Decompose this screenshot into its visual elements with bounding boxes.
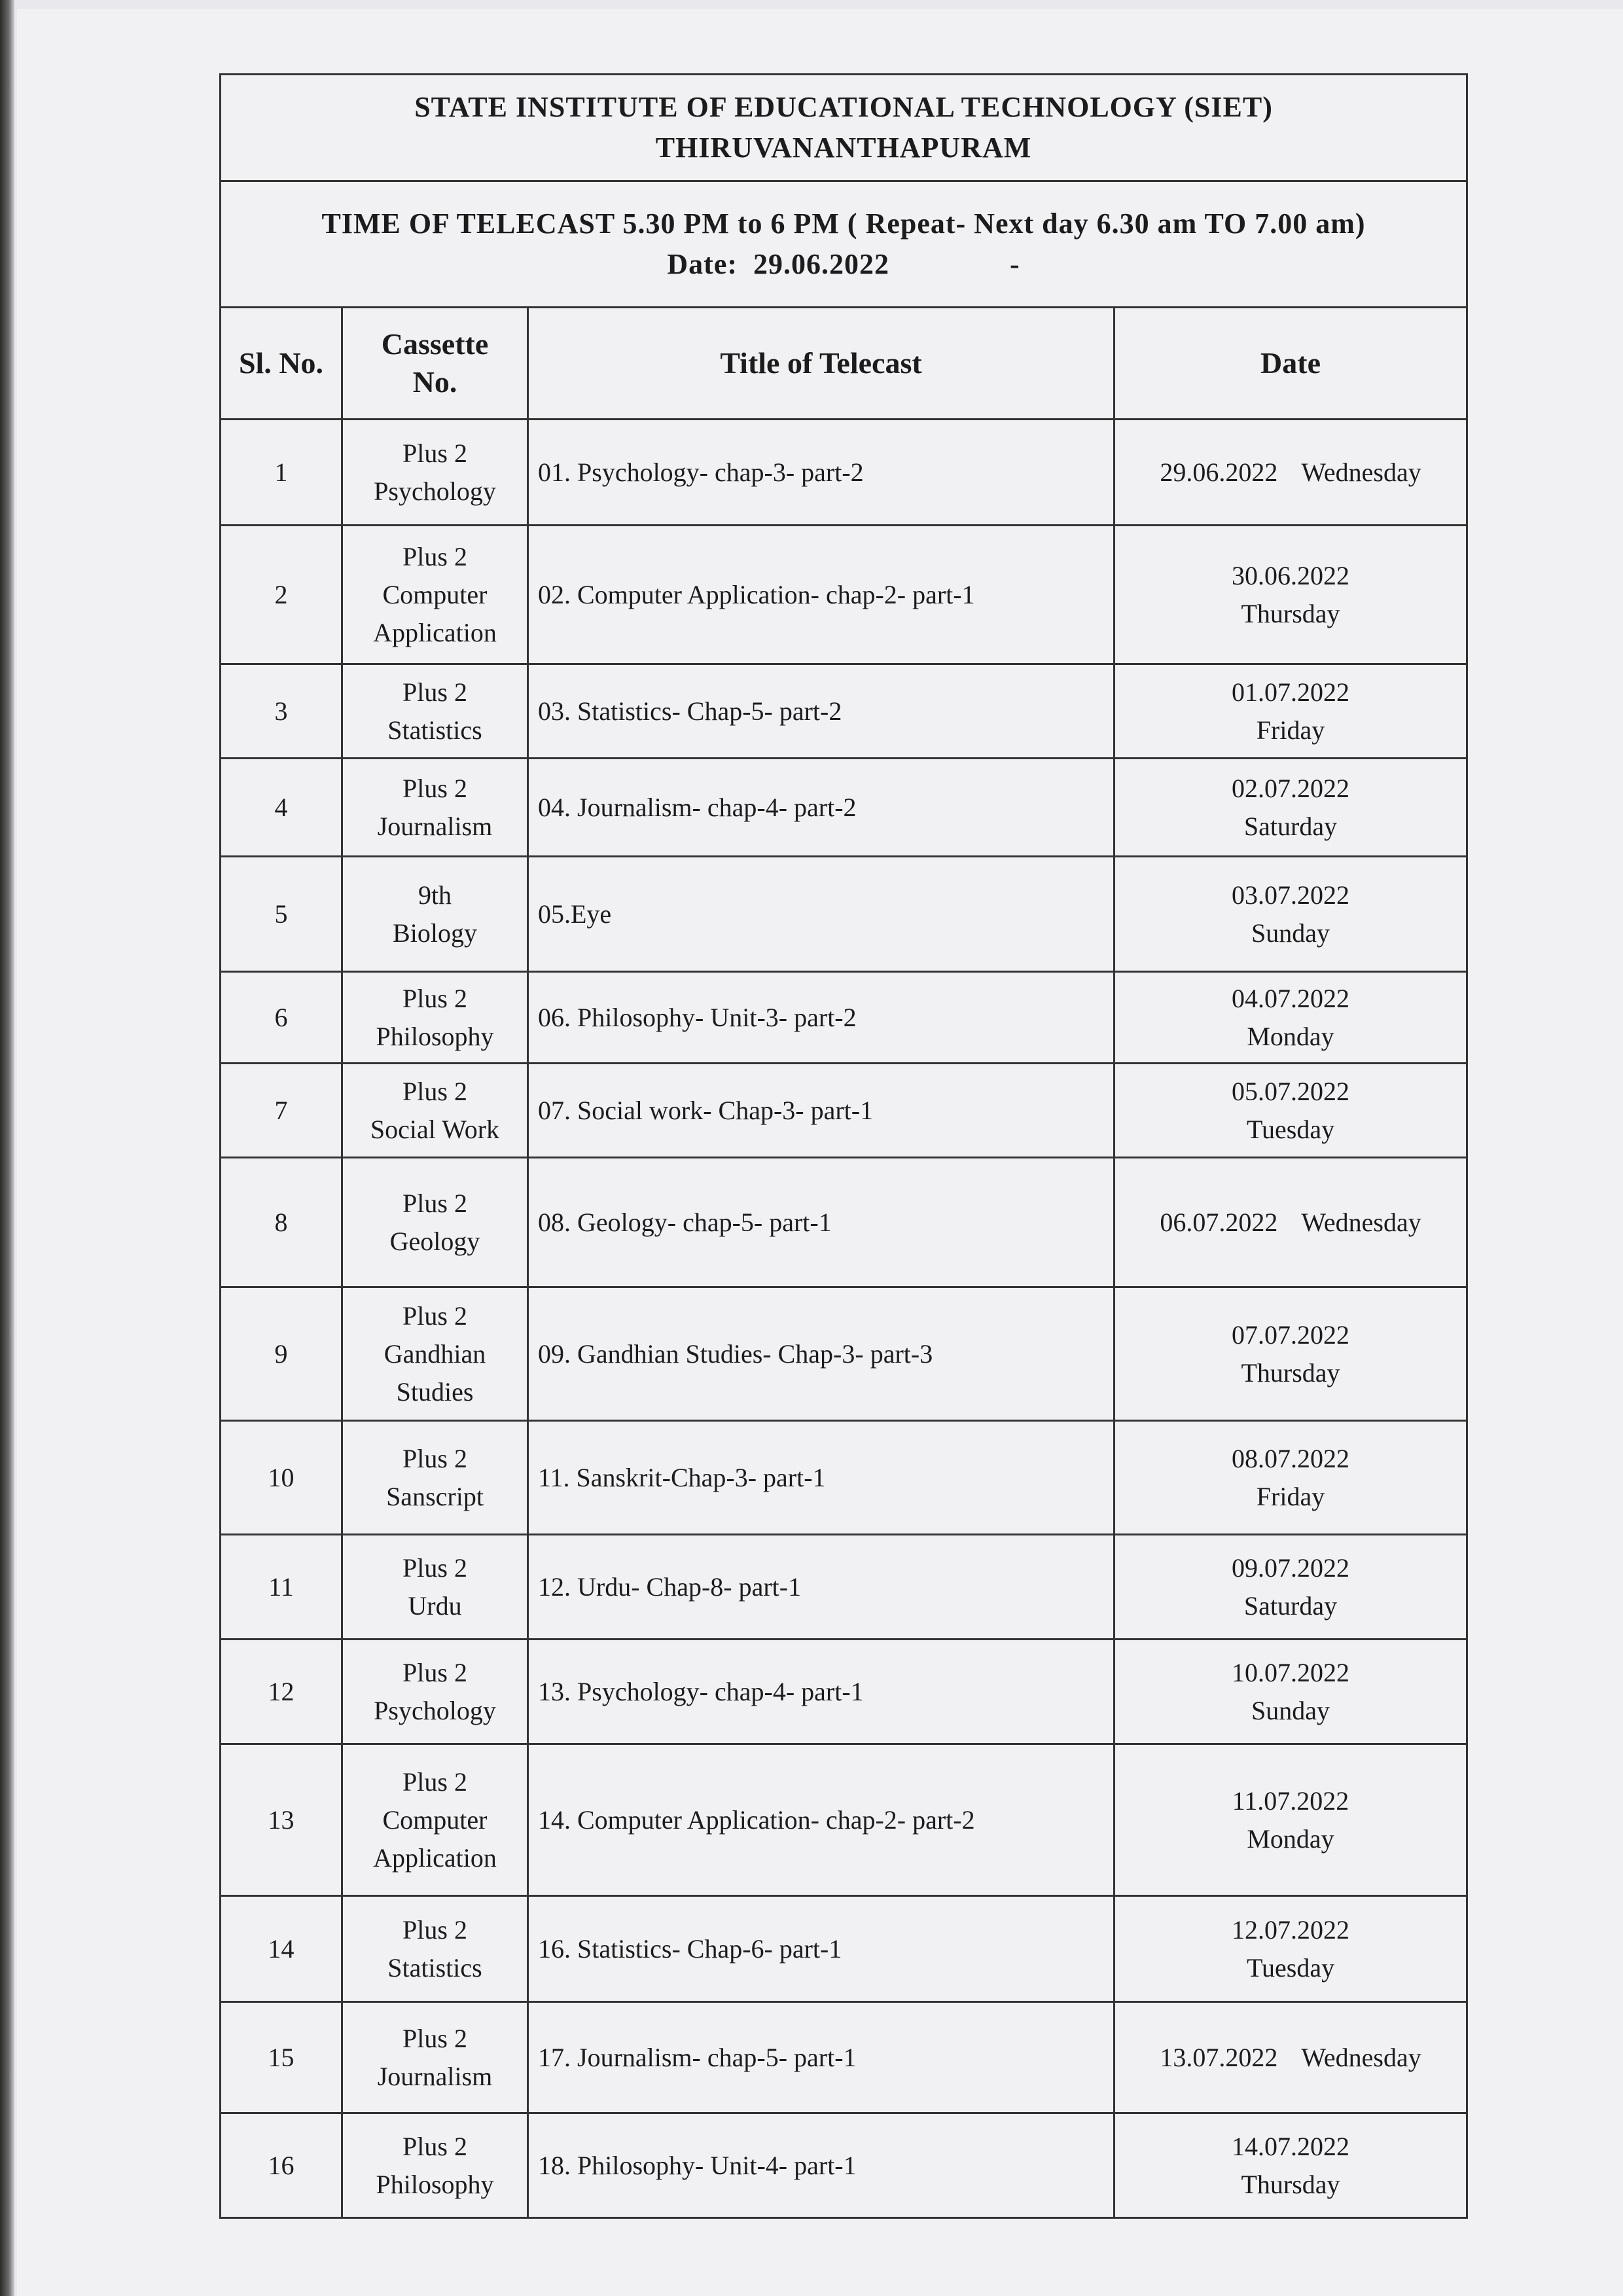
date-text: 29.06.2022 [1160, 457, 1278, 487]
title-cell: 06. Philosophy- Unit-3- part-2 [528, 972, 1115, 1064]
cassette-line: Geology [389, 1226, 480, 1256]
cassette-line: Plus 2 [402, 438, 467, 468]
institute-header [221, 75, 1467, 181]
sl-no-cell: 11 [221, 1535, 342, 1640]
weekday-text: Thursday [1241, 2169, 1340, 2199]
date-text: 12.07.2022 [1232, 1914, 1350, 1945]
date-text: 14.07.2022 [1232, 2131, 1350, 2161]
cassette-cell [342, 1896, 528, 2002]
cassette-cell [342, 664, 528, 759]
title-cell: 05.Eye [528, 857, 1115, 972]
weekday-text: Friday [1256, 1481, 1325, 1511]
cassette-line: Plus 2 [402, 2131, 467, 2161]
cassette-line: Plus 2 [402, 541, 467, 571]
cassette-cell [342, 1535, 528, 1640]
sl-no-cell: 7 [221, 1064, 342, 1158]
sl-no-cell: 14 [221, 1896, 342, 2002]
cassette-cell [342, 2113, 528, 2218]
col-sl-no: Sl. No. [221, 308, 342, 420]
cassette-line: Psychology [374, 1695, 496, 1725]
title-cell: 11. Sanskrit-Chap-3- part-1 [528, 1421, 1115, 1535]
title-cell: 04. Journalism- chap-4- part-2 [528, 759, 1115, 857]
cassette-line: Plus 2 [402, 2023, 467, 2053]
table-row [221, 664, 1467, 759]
sl-no-cell: 9 [221, 1287, 342, 1421]
date-text: 01.07.2022 [1232, 677, 1350, 707]
weekday-text: Thursday [1241, 598, 1340, 628]
title-cell: 14. Computer Application- chap-2- part-2 [528, 1744, 1115, 1896]
sl-no-cell: 6 [221, 972, 342, 1064]
title-cell: 01. Psychology- chap-3- part-2 [528, 420, 1115, 526]
table-row [221, 1421, 1467, 1535]
table-row [221, 759, 1467, 857]
date-cell [1115, 972, 1467, 1064]
cassette-line: Computer [382, 579, 488, 609]
cassette-line: Application [373, 1842, 497, 1873]
title-cell: 09. Gandhian Studies- Chap-3- part-3 [528, 1287, 1115, 1421]
cassette-line: Statistics [387, 715, 482, 745]
date-text: 04.07.2022 [1232, 983, 1350, 1013]
date-text: 13.07.2022 [1160, 2042, 1278, 2072]
sl-no-cell: 2 [221, 526, 342, 664]
table-row [221, 857, 1467, 972]
telecast-schedule-table [219, 73, 1468, 2219]
title-cell: 07. Social work- Chap-3- part-1 [528, 1064, 1115, 1158]
date-cell [1115, 857, 1467, 972]
cassette-cell [342, 1744, 528, 1896]
date-cell [1115, 1535, 1467, 1640]
col-title: Title of Telecast [528, 308, 1115, 420]
title-cell: 17. Journalism- chap-5- part-1 [528, 2002, 1115, 2113]
date-text: 10.07.2022 [1232, 1657, 1350, 1687]
date-text: 11.07.2022 [1232, 1785, 1349, 1816]
weekday-text: Monday [1247, 1823, 1334, 1854]
telecast-header [221, 181, 1467, 308]
table-row [221, 1640, 1467, 1744]
weekday-text: Sunday [1251, 1695, 1330, 1725]
cassette-line: Plus 2 [402, 1300, 467, 1331]
scan-edge [0, 0, 14, 2296]
cassette-cell [342, 857, 528, 972]
col-cassette-line1: Cassette [381, 327, 489, 361]
cassette-line: Philosophy [376, 1021, 494, 1051]
weekday-text: Tuesday [1246, 1952, 1335, 1982]
date-cell [1115, 1158, 1467, 1287]
column-headers [221, 308, 1467, 420]
stray-dash: - [1010, 248, 1020, 280]
table-row [221, 420, 1467, 526]
schedule-date [226, 244, 1461, 285]
weekday-text: Thursday [1241, 1357, 1340, 1388]
table-row [221, 526, 1467, 664]
cassette-line: Journalism [377, 2061, 493, 2091]
date-value: 29.06.2022 [753, 248, 889, 280]
telecast-time: TIME OF TELECAST 5.30 PM to 6 PM ( Repeat- Next day 6.30 am TO 7.00 am) [321, 207, 1366, 240]
col-cassette-line2: No. [412, 365, 457, 399]
date-text: 03.07.2022 [1232, 880, 1350, 910]
cassette-line: Urdu [408, 1590, 462, 1621]
date-cell [1115, 1421, 1467, 1535]
table-row [221, 2002, 1467, 2113]
table-row [221, 2113, 1467, 2218]
cassette-cell [342, 1064, 528, 1158]
cassette-cell [342, 1640, 528, 1744]
cassette-line: Plus 2 [402, 773, 467, 803]
col-cassette [342, 308, 528, 420]
cassette-line: Plus 2 [402, 1443, 467, 1473]
cassette-cell [342, 2002, 528, 2113]
sl-no-cell: 12 [221, 1640, 342, 1744]
date-text: 30.06.2022 [1232, 560, 1350, 590]
weekday-text: Wednesday [1301, 457, 1421, 487]
cassette-cell [342, 526, 528, 664]
sl-no-cell: 15 [221, 2002, 342, 2113]
date-cell [1115, 420, 1467, 526]
title-cell: 13. Psychology- chap-4- part-1 [528, 1640, 1115, 1744]
date-label: Date: [667, 248, 738, 280]
date-text: 02.07.2022 [1232, 773, 1350, 803]
weekday-text: Sunday [1251, 918, 1330, 948]
cassette-cell [342, 1421, 528, 1535]
date-cell [1115, 1064, 1467, 1158]
weekday-text: Wednesday [1301, 1207, 1421, 1237]
title-cell: 18. Philosophy- Unit-4- part-1 [528, 2113, 1115, 2218]
cassette-line: Psychology [374, 476, 496, 506]
cassette-cell [342, 759, 528, 857]
institute-name: STATE INSTITUTE OF EDUCATIONAL TECHNOLOGY (SIET) [414, 91, 1273, 123]
date-text: 07.07.2022 [1232, 1319, 1350, 1350]
table-row [221, 1064, 1467, 1158]
date-cell [1115, 1896, 1467, 2002]
cassette-line: Statistics [387, 1952, 482, 1982]
cassette-line: 9th [418, 880, 452, 910]
cassette-line: Plus 2 [402, 1914, 467, 1945]
date-cell [1115, 2002, 1467, 2113]
date-cell [1115, 526, 1467, 664]
cassette-line: Plus 2 [402, 1076, 467, 1106]
cassette-line: Plus 2 [402, 1552, 467, 1583]
date-cell [1115, 1744, 1467, 1896]
title-cell: 03. Statistics- Chap-5- part-2 [528, 664, 1115, 759]
weekday-text: Friday [1256, 715, 1325, 745]
sl-no-cell: 5 [221, 857, 342, 972]
date-text: 08.07.2022 [1232, 1443, 1350, 1473]
cassette-line: Social Work [370, 1114, 500, 1144]
table-row [221, 1896, 1467, 2002]
cassette-cell [342, 1287, 528, 1421]
cassette-line: Studies [396, 1376, 474, 1407]
title-cell: 12. Urdu- Chap-8- part-1 [528, 1535, 1115, 1640]
cassette-line: Gandhian [383, 1338, 486, 1369]
sl-no-cell: 3 [221, 664, 342, 759]
weekday-text: Monday [1247, 1021, 1334, 1051]
cassette-line: Application [373, 617, 497, 647]
title-cell: 02. Computer Application- chap-2- part-1 [528, 526, 1115, 664]
sl-no-cell: 4 [221, 759, 342, 857]
date-text: 06.07.2022 [1160, 1207, 1278, 1237]
date-cell [1115, 759, 1467, 857]
cassette-line: Plus 2 [402, 1188, 467, 1218]
cassette-line: Computer [382, 1804, 488, 1835]
cassette-cell [342, 972, 528, 1064]
sl-no-cell: 10 [221, 1421, 342, 1535]
date-cell [1115, 2113, 1467, 2218]
date-text: 09.07.2022 [1232, 1552, 1350, 1583]
cassette-cell [342, 420, 528, 526]
table-row [221, 1744, 1467, 1896]
cassette-cell [342, 1158, 528, 1287]
date-cell [1115, 1287, 1467, 1421]
date-text: 05.07.2022 [1232, 1076, 1350, 1106]
weekday-text: Tuesday [1246, 1114, 1335, 1144]
cassette-line: Plus 2 [402, 677, 467, 707]
col-date: Date [1115, 308, 1467, 420]
title-cell: 08. Geology- chap-5- part-1 [528, 1158, 1115, 1287]
table-row [221, 1535, 1467, 1640]
cassette-line: Plus 2 [402, 1767, 467, 1797]
weekday-text: Saturday [1243, 811, 1338, 841]
sl-no-cell: 1 [221, 420, 342, 526]
date-cell [1115, 664, 1467, 759]
cassette-line: Philosophy [376, 2169, 494, 2199]
sl-no-cell: 13 [221, 1744, 342, 1896]
table-row [221, 972, 1467, 1064]
table-row [221, 1287, 1467, 1421]
cassette-line: Journalism [377, 811, 493, 841]
weekday-text: Wednesday [1301, 2042, 1421, 2072]
cassette-line: Sanscript [386, 1481, 484, 1511]
cassette-line: Biology [393, 918, 477, 948]
title-cell: 16. Statistics- Chap-6- part-1 [528, 1896, 1115, 2002]
weekday-text: Saturday [1243, 1590, 1338, 1621]
sl-no-cell: 8 [221, 1158, 342, 1287]
table-row [221, 1158, 1467, 1287]
sl-no-cell: 16 [221, 2113, 342, 2218]
institute-city: THIRUVANANTHAPURAM [655, 132, 1032, 164]
cassette-line: Plus 2 [402, 1657, 467, 1687]
date-cell [1115, 1640, 1467, 1744]
cassette-line: Plus 2 [402, 983, 467, 1013]
